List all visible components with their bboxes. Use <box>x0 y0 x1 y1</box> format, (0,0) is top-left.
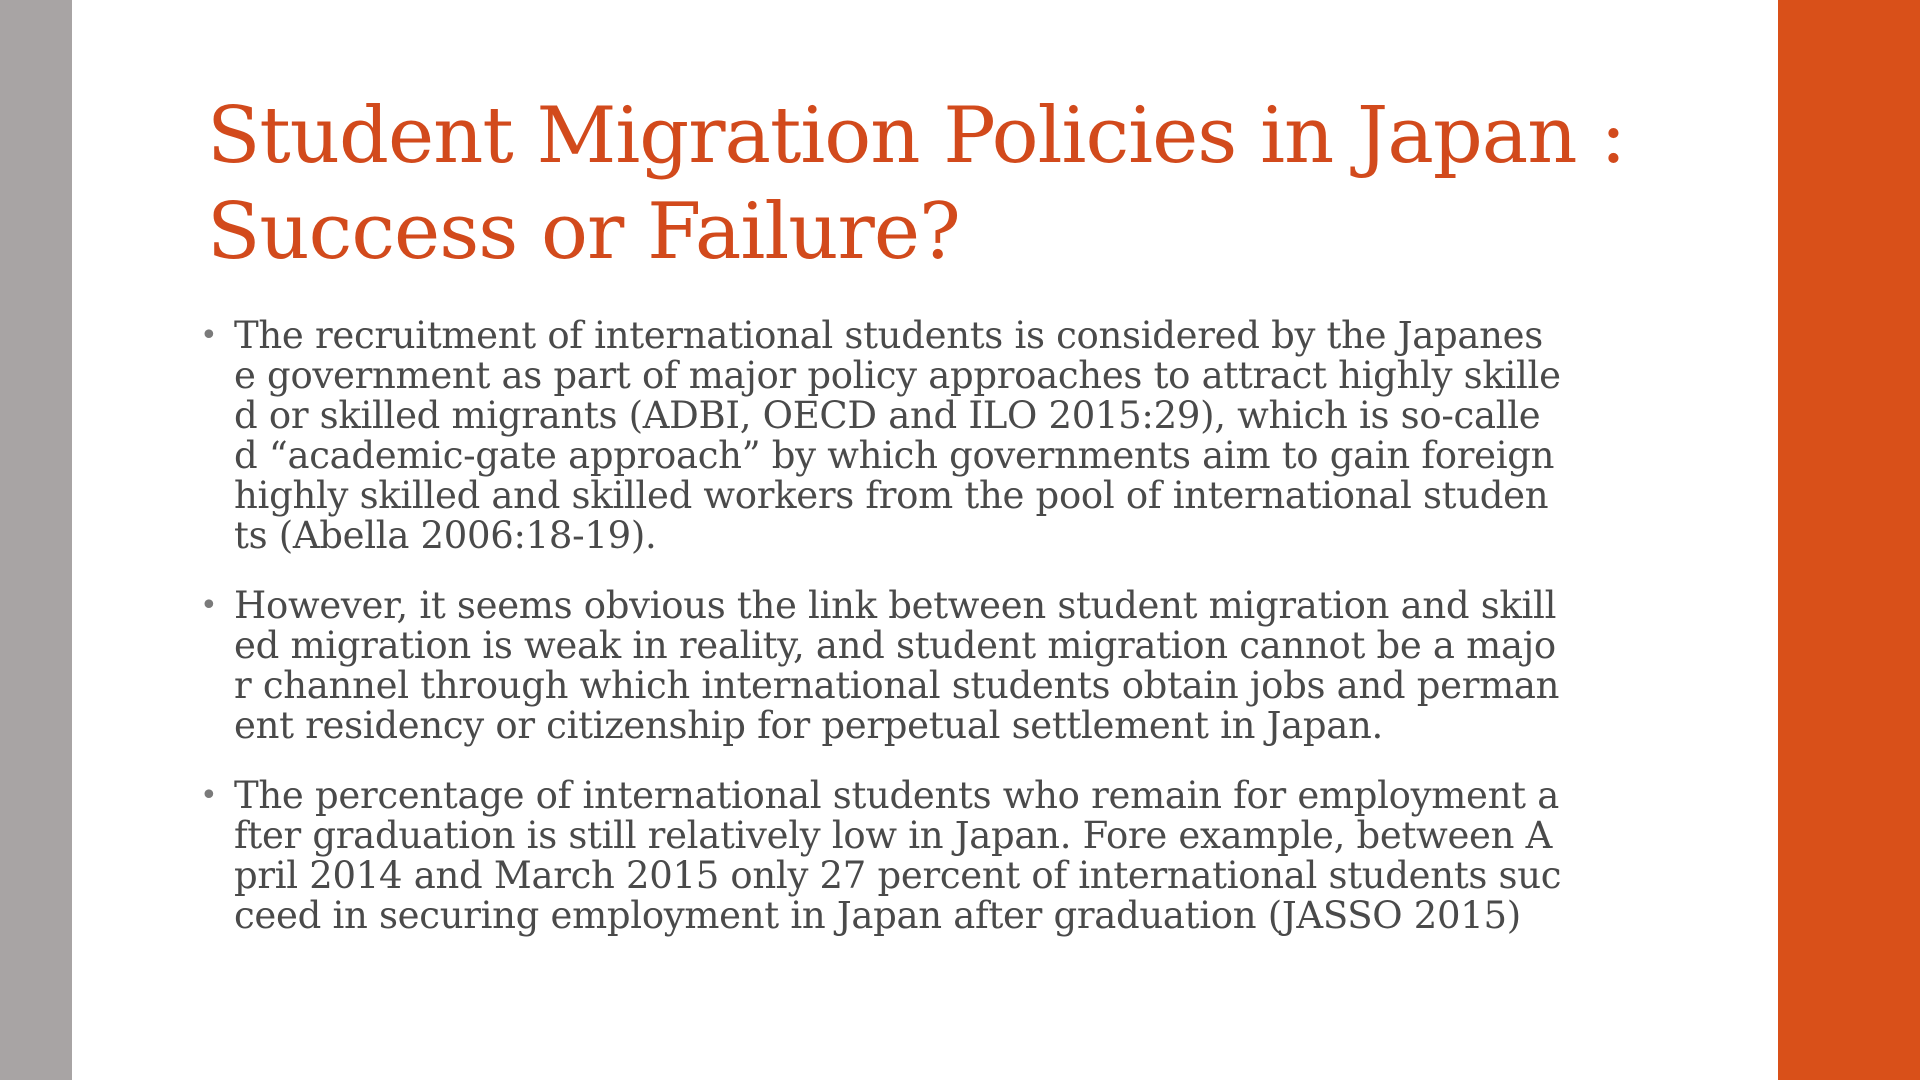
bullet-dot-icon: • <box>200 588 218 623</box>
bullet-item <box>200 776 1720 936</box>
bullet-text: However, it seems obvious the link between student migration and skill ed migration is weak in reality, and student migration cannot be a majo r channel through which international students obtain jobs and perman ent residency or citizenship for perpetual settlement in Japan. <box>234 584 1560 747</box>
slide-title: Student Migration Policies in Japan : Success or Failure? <box>207 91 1626 277</box>
bullet-item <box>200 586 1720 746</box>
bullet-list <box>200 316 1720 966</box>
bullet-item <box>200 316 1720 556</box>
left-accent-bar <box>0 0 72 1080</box>
bullet-text: The recruitment of international students is considered by the Japanes e government as part of major policy approaches to attract highly skille d or skilled migrants (ADBI, OECD and ILO 2015:29), which is so-calle d “academic-gate approach” by which governments aim to gain foreign highly skilled and skilled workers from the pool of international studen ts (Abella 2006:18-19). <box>234 314 1561 557</box>
bullet-text: The percentage of international students who remain for employment a fter graduation is still relatively low in Japan. Fore example, between A pril 2014 and March 2015 only 27 percent of international students suc ceed in securing employment in Japan after graduation (JASSO 2015) <box>234 774 1562 937</box>
bullet-dot-icon: • <box>200 318 218 353</box>
bullet-dot-icon: • <box>200 778 218 813</box>
right-accent-bar <box>1778 0 1920 1080</box>
